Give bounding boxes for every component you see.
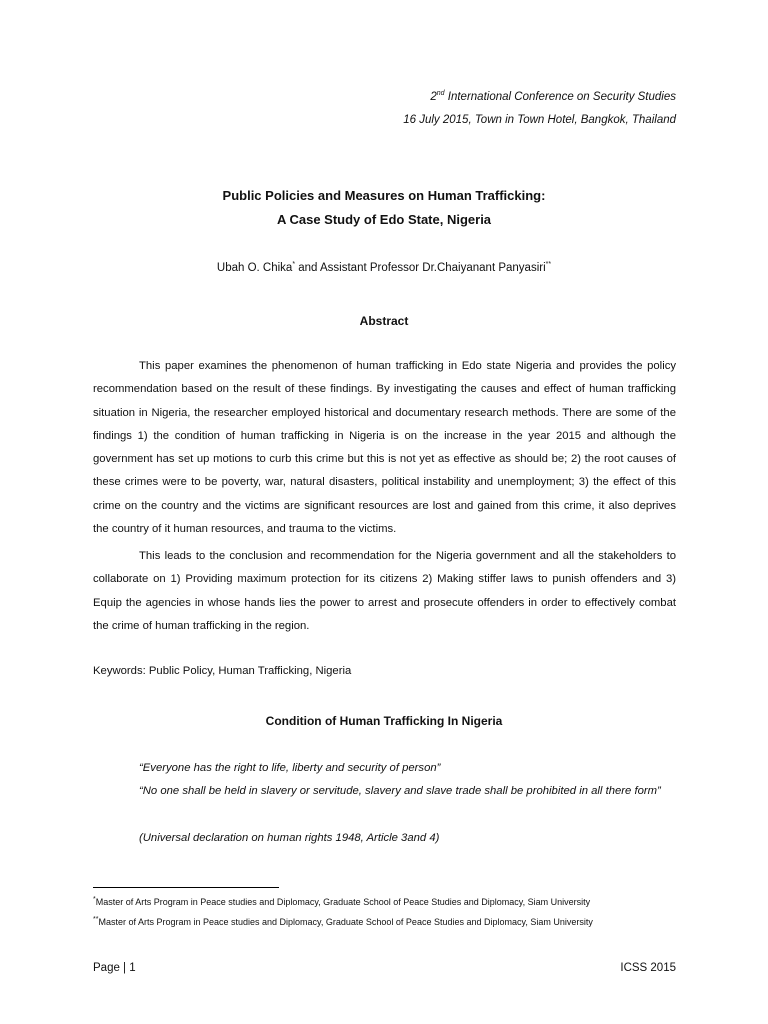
abstract-paragraph-1: This paper examines the phenomenon of human trafficking in Edo state Nigeria and provides the policy recommendation based on the result of these findings. By investigating the causes and effect of human trafficking situation in Nigeria, the researcher employed historical and documentary research methods. There are some of the findings 1) the condition of human trafficking in Nigeria is on the increase in the year 2015 and although the government has set up motions to curb this crime but this is not yet as effective as should be; 2) the root causes of these crimes were to be poverty, war, natural disasters, political instability and unemployment; 3) the effect of this crime on the country and the victims are significant resources are lost and gained from this crime, it also deprives the country of it human resources, and trauma to the victims. — [93, 360, 676, 536]
footnote-1-mark: * — [93, 896, 96, 903]
author-2: and Assistant Professor Dr.Chaiyanant Panyasiri — [295, 262, 546, 274]
author-1-footnote-mark: * — [292, 261, 296, 269]
paper-title: Public Policies and Measures on Human Trafficking: — [222, 188, 546, 203]
conference-name: International Conference on Security Studies — [444, 91, 676, 103]
author-1: Ubah O. Chika — [216, 262, 293, 274]
page-number: Page | 1 — [93, 962, 136, 974]
footnote-divider — [93, 887, 279, 888]
footer-conference: ICSS 2015 — [620, 962, 676, 974]
footnote-1-text: Master of Arts Program in Peace studies and Diplomacy, Graduate School of Peace Studies and Diplomacy, Siam University — [95, 897, 591, 907]
conference-ordinal: nd — [436, 90, 445, 98]
conference-header — [430, 91, 676, 103]
footnote-2-text: Master of Arts Program in Peace studies and Diplomacy, Graduate School of Peace Studies and Diplomacy, Siam University — [98, 917, 593, 927]
authors-line — [0, 262, 768, 274]
quote-1: “Everyone has the right to life, liberty and security of person” — [139, 762, 441, 774]
author-2-footnote-mark: ** — [545, 261, 552, 269]
footnote-1 — [93, 897, 590, 907]
paper-subtitle: A Case Study of Edo State, Nigeria — [276, 212, 492, 227]
footnote-2 — [93, 917, 593, 927]
quote-2: “No one shall be held in slavery or servitude, slavery and slave trade shall be prohibited in all there form” — [139, 785, 661, 797]
conference-date-venue: 16 July 2015, Town in Town Hotel, Bangkok, Thailand — [403, 114, 676, 126]
abstract-paragraph-2: This leads to the conclusion and recommendation for the Nigeria government and all the stakeholders to collaborate on 1) Providing maximum protection for its citizens 2) Making stiffer laws to punish offenders and 3) Equip the agencies in whose hands lies the power to arrest and prosecute offenders in order to effectively combat the crime of human trafficking in the region. — [93, 550, 676, 632]
keywords: Keywords: Public Policy, Human Trafficking, Nigeria — [93, 665, 352, 677]
footnote-2-mark: ** — [93, 916, 99, 923]
conference-number: 2 — [430, 91, 437, 103]
section-heading: Condition of Human Trafficking In Nigeria — [265, 714, 503, 728]
quote-citation: (Universal declaration on human rights 1948, Article 3and 4) — [139, 832, 440, 844]
abstract-heading: Abstract — [359, 314, 409, 328]
